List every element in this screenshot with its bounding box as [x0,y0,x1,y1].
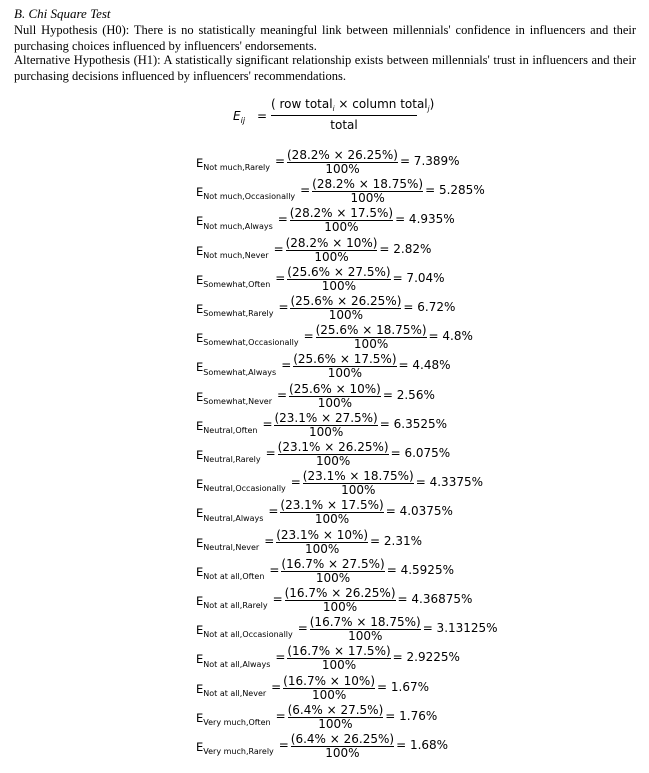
equals-sign: = [269,562,280,577]
calculation-result: = 6.075% [390,446,451,460]
expected-value-label: $E_{Not at all,Often}$ [196,564,265,582]
calculation-result: = 2.56% [382,387,435,402]
calculation-row [0,382,649,411]
calculation-row [0,498,649,527]
expected-value-label: $E_{Somewhat,Occasionally}$ [196,331,299,348]
calculation-row [0,206,649,235]
expected-value-label: $E_{Not at all,Always}$ [196,652,271,669]
calculation-denominator: 100% [350,191,385,206]
calculation-denominator: 100% [353,337,389,352]
calculation-fraction [293,352,396,380]
equals-sign: = [273,241,284,256]
calculation-fraction [290,206,393,234]
calculation-denominator: 100% [321,658,357,673]
calculation-fraction [286,236,378,264]
calculation-numerator: (6.4% × 27.5%) [287,702,384,717]
calculation-numerator: (23.1% × 17.5%) [280,498,384,513]
equals-sign: = [281,358,292,373]
calculation-row [0,469,649,498]
equals-sign: = [262,416,273,431]
calculation-denominator: 100% [318,716,353,731]
calculation-denominator: 100% [311,687,347,702]
calculation-result: = 4.48% [398,358,451,373]
calculation-denominator: 100% [317,395,353,410]
calculation-numerator: (25.6% × 17.5%) [293,352,397,367]
calculation-denominator: 100% [314,249,349,264]
equals-sign: = [275,154,286,168]
calculation-result: = 1.76% [385,708,438,723]
calculation-fraction [285,586,396,614]
expected-value-label: $E_{Very much,Rarely}$ [196,740,274,757]
equals-sign: = [275,708,286,723]
calculation-denominator: 100% [322,600,358,614]
calculation-row [0,644,649,673]
expected-value-label: $E_{Not much,Always}$ [196,214,273,231]
calculation-result: = 2.82% [379,241,432,256]
equals-sign: = [277,212,288,227]
expected-value-label: $E_{Not at all,Never}$ [196,681,267,698]
calculation-fraction [316,323,427,351]
calculation-fraction [274,411,377,439]
calculation-result: = 4.5925% [386,562,454,577]
expected-value-label: $E_{Not at all,Rarely}$ [196,594,268,611]
expected-value-label: $E_{Neutral,Never}$ [196,535,260,552]
calculation-fraction [278,440,389,468]
calculation-fraction [287,265,390,293]
calculation-fraction [287,148,398,176]
calculation-row [0,294,649,323]
calculation-fraction [291,732,394,760]
calculation-numerator: (23.1% × 27.5%) [274,410,378,425]
calculation-numerator: (28.2% × 10%) [285,235,378,250]
calculation-numerator: (25.6% × 10%) [289,381,381,396]
equals-sign: = [303,329,314,344]
calculation-result: = 6.3525% [379,416,448,431]
calculation-row [0,528,649,557]
calculation-denominator: 100% [315,570,351,585]
expected-value-label: $E_{Neutral,Occasionally}$ [196,477,286,494]
calculation-row [0,557,649,586]
calculation-row [0,265,649,294]
equals-sign: = [278,300,289,314]
calculation-denominator: 100% [348,629,383,644]
calculation-fraction [288,703,384,731]
calculation-denominator: 100% [314,512,350,527]
calculation-fraction [312,177,423,205]
calculation-result: = 6.72% [403,300,456,314]
equals-sign: = [275,650,286,665]
expected-value-label: $E_{Not at all,Occasionally}$ [196,623,293,640]
calculation-row [0,703,649,732]
calculation-numerator: (28.2% × 17.5%) [289,206,394,221]
calculation-result: = 4.36875% [397,592,473,606]
equals-sign: = [300,183,311,198]
calculation-row [0,177,649,206]
equals-sign: = [268,504,279,519]
expected-value-label: $E_{Very much,Often}$ [196,710,271,728]
equals-sign: = [278,738,289,752]
calculation-result: = 1.68% [396,738,449,752]
calculation-result: = 5.285% [425,183,485,198]
calculation-numerator: (23.1% × 26.25%) [277,440,389,454]
calculation-row [0,732,649,761]
calculation-fraction [287,644,390,672]
calculation-numerator: (6.4% × 26.25%) [290,732,395,746]
calculation-denominator: 100% [315,454,351,468]
formula-lhs: $E_{ij}$ [233,109,246,126]
calculation-row [0,440,649,469]
expected-value-label: $E_{Somewhat,Never}$ [196,389,273,406]
formula-numerator: ( row total$_i$ × column total$_j$) [271,97,435,114]
calculation-numerator: (28.2% × 18.75%) [312,177,424,192]
calculation-row [0,148,649,177]
calculation-numerator: (25.6% × 26.25%) [290,294,402,308]
calculation-result: = 7.04% [392,270,445,285]
equals-sign: = [265,446,276,460]
calculation-result: = 4.935% [395,212,455,227]
calculation-result: = 7.389% [399,154,460,168]
formula-equals: = [257,109,268,123]
calculation-result: = 4.3375% [415,475,483,490]
expected-value-label: $E_{Somewhat,Rarely}$ [196,302,274,319]
calculation-fraction [276,528,368,556]
calculation-denominator: 100% [304,541,340,556]
calculation-numerator: (16.7% × 27.5%) [281,556,385,571]
calculation-fraction [281,557,384,585]
calculation-result: = 2.9225% [392,650,460,665]
formula-denominator: total [330,118,358,133]
calculation-fraction [303,469,414,497]
calculation-numerator: (16.7% × 18.75%) [309,615,421,630]
equals-sign: = [275,270,286,285]
equals-sign: = [290,475,301,490]
calculation-denominator: 100% [321,278,357,293]
calculation-numerator: (25.6% × 27.5%) [287,264,391,279]
calculation-numerator: (16.7% × 10%) [283,673,376,688]
calculation-row [0,236,649,265]
calculation-result: = 1.67% [377,679,430,694]
calculation-denominator: 100% [327,366,363,381]
calculation-result: = 4.8% [428,329,473,344]
calculation-row [0,615,649,644]
calculation-denominator: 100% [341,483,376,498]
calculation-fraction [290,294,401,322]
calculation-denominator: 100% [325,162,360,176]
calculation-result: = 3.13125% [422,621,498,636]
calculation-row [0,586,649,615]
expected-value-label: $E_{Not much,Rarely}$ [196,156,270,173]
calculation-denominator: 100% [324,220,359,235]
equals-sign: = [297,621,308,636]
section-heading: B. Chi Square Test [14,6,111,21]
calculation-row [0,674,649,703]
calculation-denominator: 100% [308,424,344,439]
calculation-result: = 4.0375% [385,504,453,519]
calculation-fraction [289,382,381,410]
calculation-fraction [280,498,383,526]
calculation-row [0,352,649,381]
alternative-hypothesis: Alternative Hypothesis (H1): A statistically significant relationship exists between millennials' trust in influencers and their purchasing decisions influenced by influencers' recommendations. [14,53,636,83]
calculation-row [0,323,649,352]
expected-value-label: $E_{Neutral,Rarely}$ [196,448,261,465]
calculation-denominator: 100% [325,746,360,760]
equals-sign: = [272,592,283,606]
calculation-result: = 2.31% [370,533,423,548]
expected-value-label: $E_{Somewhat,Always}$ [196,360,277,377]
calculation-numerator: (28.2% × 26.25%) [287,148,398,162]
equals-sign: = [264,533,275,548]
expected-value-label: $E_{Neutral,Always}$ [196,506,264,523]
calculation-row [0,411,649,440]
calculation-numerator: (16.7% × 26.25%) [284,586,396,600]
equals-sign: = [271,679,282,694]
calculation-numerator: (16.7% × 17.5%) [287,644,391,659]
calculation-denominator: 100% [328,308,364,322]
expected-value-label: $E_{Neutral,Often}$ [196,418,258,436]
calculation-fraction [283,674,375,702]
null-hypothesis: Null Hypothesis (H0): There is no statistically meaningful link between millennials' confidence in influencers and their purchasing choices influenced by influencers' endorsements. [14,23,636,53]
equals-sign: = [277,387,288,402]
expected-value-label: $E_{Not much,Occasionally}$ [196,185,296,202]
calculation-numerator: (23.1% × 10%) [276,527,369,542]
calculation-fraction [310,615,421,643]
calculation-numerator: (23.1% × 18.75%) [302,469,414,484]
expected-value-label: $E_{Not much,Never}$ [196,243,269,260]
expected-value-label: $E_{Somewhat,Often}$ [196,272,271,290]
calculation-numerator: (25.6% × 18.75%) [315,323,427,338]
